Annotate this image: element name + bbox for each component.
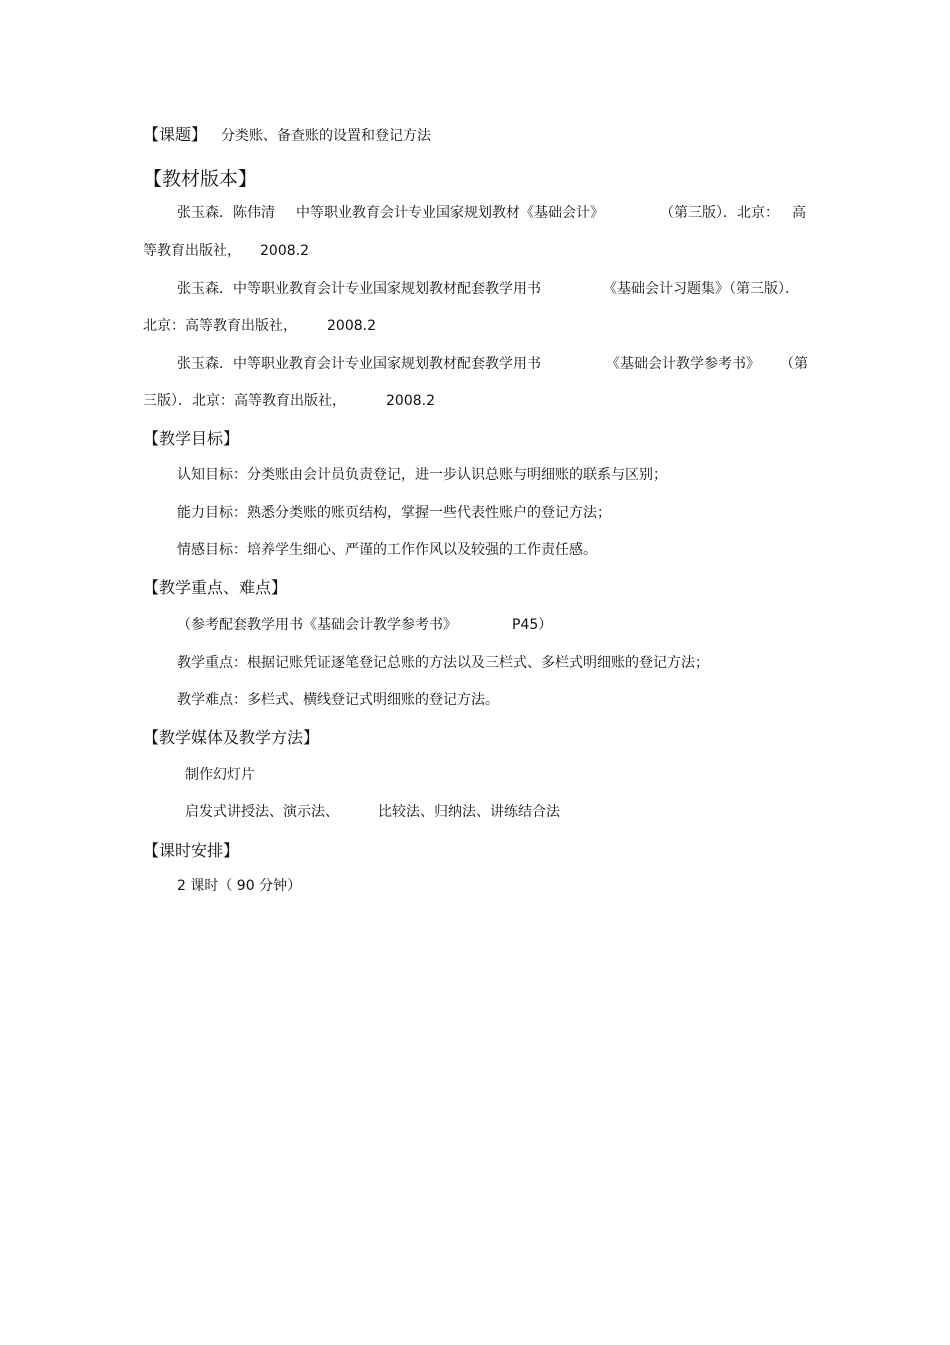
topic-label: 【课题】 — [143, 125, 208, 144]
media-line: 制作幻灯片 — [185, 767, 255, 783]
ref1-authors: 张玉森．陈伟清 — [177, 205, 275, 221]
ref1-title: 中等职业教育会计专业国家规划教材《基础会计》 — [296, 205, 604, 221]
ref2-title-edition: 《基础会计习题集》（第三版）． — [603, 281, 799, 297]
ref1-edition-place: （第三版）．北京： — [660, 205, 779, 221]
topic-text: 分类账、备查账的设置和登记方法 — [221, 128, 431, 144]
ref2-date: 2008.2 — [327, 318, 376, 334]
keypoint-key: 教学重点：根据记账凭证逐笔登记总账的方法以及三栏式、多栏式明细账的登记方法； — [177, 655, 709, 671]
objective-ability: 能力目标：熟悉分类账的账页结构，掌握一些代表性账户的登记方法； — [177, 505, 611, 521]
objective-cognitive: 认知目标：分类账由会计员负责登记，进一步认识总账与明细账的联系与区别； — [177, 467, 667, 483]
ref1-publisher-start: 高 — [792, 205, 806, 221]
schedule-heading: 【课时安排】 — [143, 841, 240, 860]
keypoints-heading: 【教学重点、难点】 — [143, 578, 288, 597]
ref3-date: 2008.2 — [386, 393, 435, 409]
keypoints-reference: （参考配套教学用书《基础会计教学参考书》 — [177, 617, 457, 633]
edition-heading: 【教材版本】 — [143, 168, 258, 190]
methods-part2: 比较法、归纳法、讲练结合法 — [378, 804, 560, 820]
objective-emotional: 情感目标：培养学生细心、严谨的工作作风以及较强的工作责任感。 — [177, 542, 597, 558]
ref2-publisher: 北京：高等教育出版社， — [143, 318, 297, 334]
keypoint-difficult: 教学难点：多栏式、横线登记式明细账的登记方法。 — [177, 692, 499, 708]
schedule-text: 2 课时（ 90 分钟） — [177, 878, 302, 894]
ref3-authors-series: 张玉森．中等职业教育会计专业国家规划教材配套教学用书 — [177, 356, 541, 372]
objectives-heading: 【教学目标】 — [143, 429, 240, 448]
ref3-title: 《基础会计教学参考书》 — [606, 356, 760, 372]
methods-part1: 启发式讲授法、演示法、 — [185, 804, 339, 820]
ref3-edition-start: （第 — [780, 356, 808, 372]
media-heading: 【教学媒体及教学方法】 — [143, 728, 320, 747]
ref2-authors-series: 张玉森．中等职业教育会计专业国家规划教材配套教学用书 — [177, 281, 541, 297]
ref1-date: 2008.2 — [260, 243, 309, 259]
ref1-publisher: 等教育出版社， — [143, 243, 241, 259]
ref3-publisher: 三版）．北京：高等教育出版社， — [143, 393, 346, 409]
keypoints-reference-page: P45） — [512, 617, 553, 633]
